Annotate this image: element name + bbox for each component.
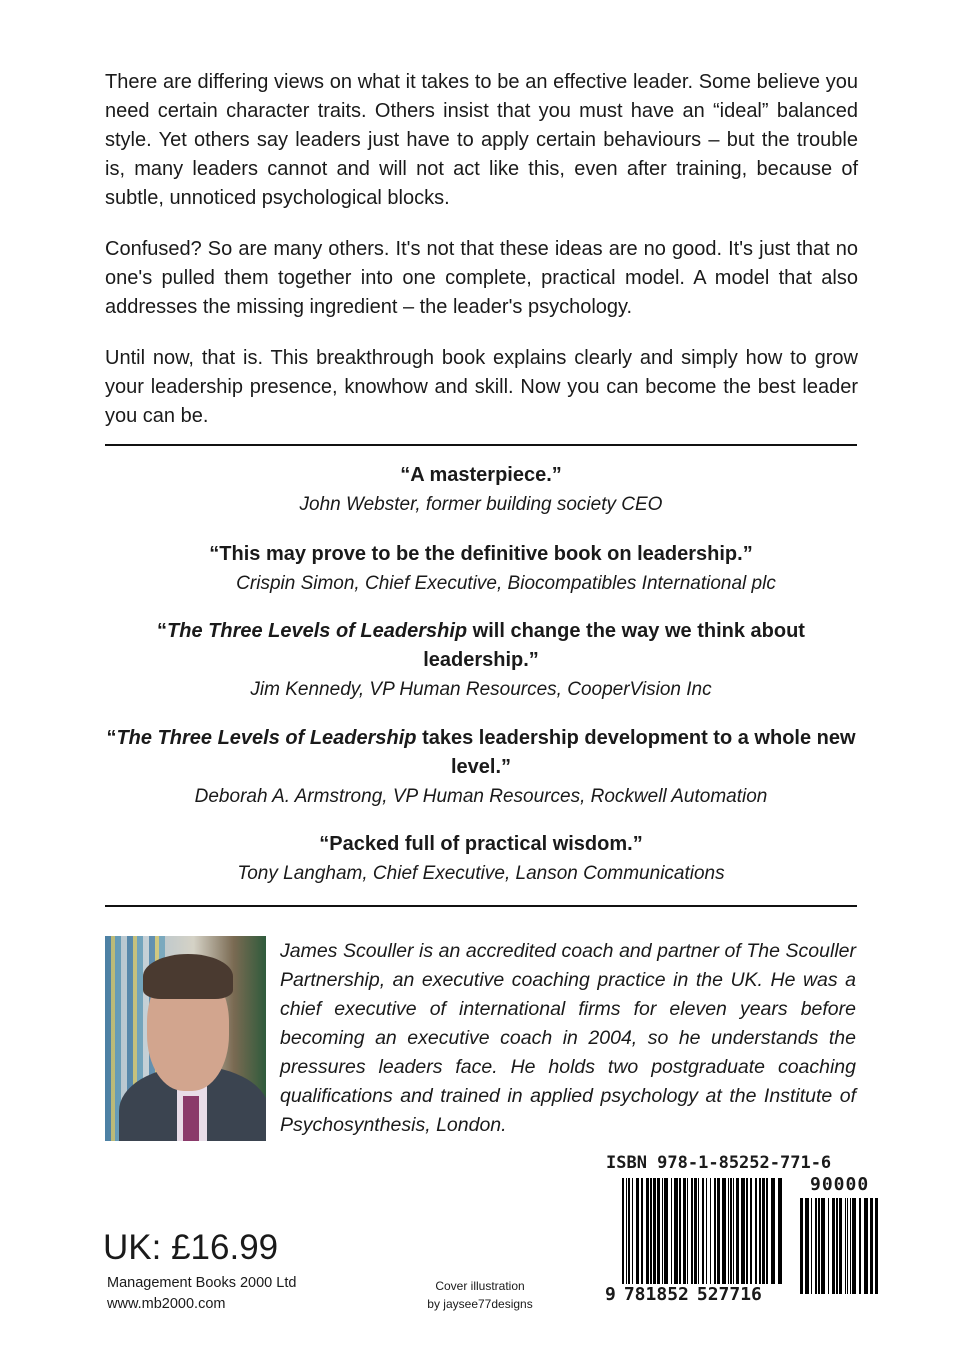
barcode-bar bbox=[818, 1198, 820, 1294]
credit-line: Cover illustration bbox=[435, 1279, 525, 1293]
divider bbox=[105, 444, 857, 446]
quote-text: will change the way we think about leadership.” bbox=[423, 620, 805, 671]
barcode-bar bbox=[746, 1178, 748, 1284]
quote-text: “Packed full of practical wisdom.” bbox=[319, 833, 643, 855]
blurb bbox=[105, 68, 858, 453]
barcode-bar bbox=[626, 1178, 627, 1284]
quote-text: “A masterpiece.” bbox=[400, 464, 562, 486]
quote-text: takes leadership development to a whole new level.” bbox=[416, 727, 856, 778]
quote-open: “ bbox=[106, 727, 117, 749]
barcode-bar bbox=[679, 1178, 681, 1284]
barcode-bar bbox=[653, 1178, 656, 1284]
author-photo bbox=[105, 936, 266, 1141]
barcode-bar bbox=[706, 1178, 707, 1284]
barcode-bar bbox=[733, 1178, 734, 1284]
barcode-bar bbox=[736, 1178, 739, 1284]
endorsement bbox=[105, 830, 857, 888]
divider bbox=[105, 905, 857, 907]
barcode-bar bbox=[870, 1198, 873, 1294]
barcode-bar bbox=[821, 1198, 825, 1294]
quote-open: “ bbox=[157, 620, 168, 642]
barcode-bar bbox=[710, 1178, 711, 1284]
barcode-bar bbox=[728, 1178, 729, 1284]
barcode-bar bbox=[759, 1178, 761, 1284]
barcode-bar bbox=[671, 1178, 672, 1284]
barcode bbox=[622, 1178, 787, 1284]
barcode-bar bbox=[694, 1178, 697, 1284]
barcode-left-digits: 781852 bbox=[623, 1284, 689, 1305]
barcode-bar bbox=[755, 1178, 757, 1284]
blurb-paragraph: There are differing views on what it takes to be an effective leader. Some believe you need certain character traits. Others insist that you must have an “ideal” balanced style. Yet others say leaders just have to apply certain behaviours – but the trouble is, many leaders cannot and will not act like this, even after training, because of subtle, unnoticed psychological blocks. bbox=[105, 71, 858, 209]
isbn-label: ISBN 978-1-85252-771-6 bbox=[606, 1153, 832, 1173]
barcode-bar bbox=[714, 1178, 716, 1284]
cover-credit bbox=[410, 1277, 550, 1313]
price: UK: £16.99 bbox=[103, 1228, 279, 1267]
barcode-bar bbox=[687, 1178, 688, 1284]
barcode-digits bbox=[604, 1284, 763, 1306]
barcode-bar bbox=[632, 1178, 633, 1284]
endorsement bbox=[105, 540, 857, 598]
barcode-lead-digit: 9 bbox=[605, 1284, 616, 1305]
quote-attribution: John Webster, former building society CEO bbox=[299, 494, 663, 515]
barcode-bar bbox=[741, 1178, 745, 1284]
barcode-bar bbox=[750, 1178, 752, 1284]
author-bio: James Scouller is an accredited coach and partner of The Scouller Partnership, an executive coaching practice in the UK. He was a chief executive of international firms for eleven years before becoming an executive coach in 2004, so he understands the pressures leaders face. He holds two postgraduate coaching qualifications and trained in applied psychology at the Institute of Psychosynthesis, London. bbox=[280, 940, 856, 1136]
barcode-bar bbox=[662, 1178, 663, 1284]
barcode-bar bbox=[828, 1198, 829, 1294]
barcode-bar bbox=[875, 1198, 878, 1294]
endorsement bbox=[105, 461, 857, 519]
barcode-bar bbox=[762, 1178, 765, 1284]
barcode-bar bbox=[698, 1178, 699, 1284]
barcode-bar bbox=[717, 1178, 720, 1284]
barcode-bar bbox=[650, 1178, 652, 1284]
publisher: Management Books 2000 Ltd bbox=[107, 1275, 297, 1291]
barcode-bar bbox=[845, 1198, 846, 1294]
barcode-bar bbox=[664, 1178, 668, 1284]
blurb-paragraph: Confused? So are many others. It's not that these ideas are no good. It's just that no one's pulled them together into one complete, practical model. A model that also addresses the missing ingredient – the leader's psychology. bbox=[105, 238, 858, 318]
barcode-addon-digits: 90000 bbox=[810, 1174, 870, 1195]
barcode-bar bbox=[859, 1198, 861, 1294]
website: www.mb2000.com bbox=[107, 1296, 226, 1312]
barcode-bar bbox=[832, 1198, 835, 1294]
quote-text: “This may prove to be the definitive book on leadership.” bbox=[209, 543, 753, 565]
barcode-bar bbox=[800, 1198, 803, 1294]
barcode-bar bbox=[641, 1178, 643, 1284]
barcode-bar bbox=[836, 1198, 838, 1294]
barcode-bar bbox=[683, 1178, 686, 1284]
barcode-bar bbox=[646, 1178, 649, 1284]
barcode-bar bbox=[722, 1178, 726, 1284]
book-title: The Three Levels of Leadership bbox=[167, 620, 468, 642]
quote-attribution: Deborah A. Armstrong, VP Human Resources, Rockwell Automation bbox=[194, 786, 768, 807]
barcode-bar bbox=[636, 1178, 639, 1284]
barcode-bar bbox=[657, 1178, 660, 1284]
barcode-bar bbox=[811, 1198, 812, 1294]
barcode-bar bbox=[815, 1198, 817, 1294]
endorsement bbox=[105, 617, 857, 704]
barcode-bar bbox=[839, 1198, 842, 1294]
quote-attribution: Crispin Simon, Chief Executive, Biocompatibles International plc bbox=[236, 573, 776, 594]
book-title: The Three Levels of Leadership bbox=[116, 727, 417, 749]
quote-attribution: Tony Langham, Chief Executive, Lanson Communications bbox=[237, 863, 725, 884]
barcode-bar bbox=[730, 1178, 732, 1284]
barcode-bar bbox=[766, 1178, 768, 1284]
barcode-bar bbox=[864, 1198, 868, 1294]
barcode-addon bbox=[800, 1198, 882, 1294]
blurb-paragraph: Until now, that is. This breakthrough book explains clearly and simply how to grow your leadership presence, knowhow and skill. Now you can become the best leader you can be. bbox=[105, 347, 858, 427]
barcode-bar bbox=[674, 1178, 678, 1284]
barcode-bar bbox=[628, 1178, 630, 1284]
barcode-bar bbox=[805, 1198, 809, 1294]
credit-line: by jaysee77designs bbox=[427, 1297, 533, 1311]
barcode-bar bbox=[691, 1178, 693, 1284]
barcode-bar bbox=[702, 1178, 704, 1284]
barcode-bar bbox=[852, 1198, 856, 1294]
barcode-bar bbox=[847, 1198, 848, 1294]
barcode-bar bbox=[778, 1178, 782, 1284]
barcode-bar bbox=[771, 1178, 775, 1284]
barcode-right-digits: 527716 bbox=[696, 1284, 762, 1305]
quote-attribution: Jim Kennedy, VP Human Resources, CooperVision Inc bbox=[250, 679, 712, 700]
barcode-bar bbox=[622, 1178, 624, 1284]
barcode-bar bbox=[850, 1198, 851, 1294]
endorsement bbox=[105, 724, 857, 811]
